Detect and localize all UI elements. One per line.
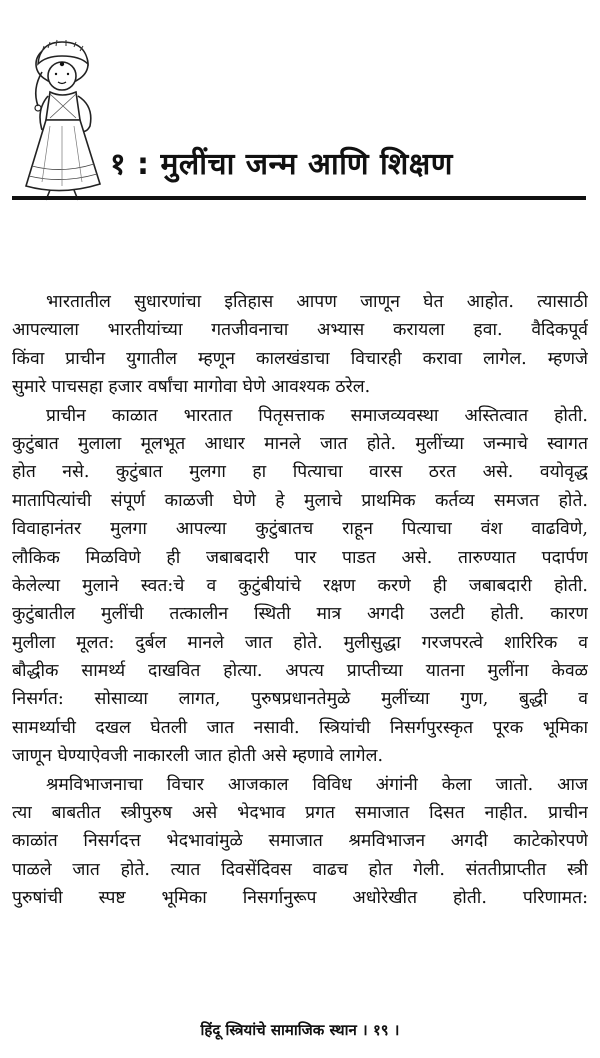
text-line: कुटुंबात मुलाला मूलभूत आधार मानले जात होते. मुलींच्या जन्माचे स्वागत <box>12 433 588 454</box>
text-line: मातापित्यांची संपूर्ण काळजी घेणे हे मुलाचे प्राथमिक कर्तव्य समजत होते. <box>12 490 588 511</box>
paragraph-3 <box>12 771 588 913</box>
text-line: बौद्धीक सामर्थ्य दाखवित होत्या. अपत्य प्राप्तीच्या यातना मुलींना केवळ <box>12 661 588 682</box>
text-line: काळांत निसर्गदत्त भेदभावांमुळे समाजात श्रमविभाजन अगदी काटेकोरपणे <box>12 831 588 852</box>
text-line: श्रमविभाजनाचा विचार आजकाल विविध अंगांनी केला जातो. आज <box>46 774 588 795</box>
body-text <box>12 288 588 913</box>
text-line: भारतातील सुधारणांचा इतिहास आपण जाणून घेत आहोत. त्यासाठी <box>46 292 588 312</box>
chapter-title: १ : मुलींचा जन्म आणि शिक्षण <box>110 147 453 182</box>
title-divider <box>12 196 586 200</box>
text-line: आपल्याला भारतीयांच्या गतजीवनाचा अभ्यास करायला हवा. वैदिकपूर्व <box>12 320 588 341</box>
text-line: पाळले जात होते. त्यात दिवसेंदिवस वाढच होत गेली. संततीप्राप्तीत स्त्री <box>12 859 588 880</box>
text-line: सुमारे पाचसहा हजार वर्षांचा मागोवा घेणे आवश्यक ठरेल. <box>12 377 371 398</box>
text-line: मुलीला मूलत: दुर्बल मानले जात होते. मुलीसुद्धा गरजपरत्वे शारिरिक व <box>12 632 588 653</box>
text-line: पुरुषांची स्पष्ट भूमिका निसर्गानुरूप अधोरेखीत होती. परिणामत: <box>12 888 588 909</box>
text-line: त्या बाबतीत स्त्रीपुरुष असे भेदभाव प्रगत समाजात दिसत नाहीत. प्राचीन <box>12 803 588 824</box>
text-line: कुटुंबातील मुलींची तत्कालीन स्थिती मात्र अगदी उलटी होती. कारण <box>12 604 588 625</box>
text-line: निसर्गत: सोसाव्या लागत, पुरुषप्रधानतेमुळे मुलींच्या गुण, बुद्धी व <box>12 689 588 710</box>
text-line: विवाहानंतर मुलगा आपल्या कुटुंबातच राहून पित्याचा वंश वाढविणे, <box>12 519 588 540</box>
page-footer: हिंदू स्त्रियांचे सामाजिक स्थान । १९ । <box>200 1021 400 1039</box>
text-line: प्राचीन काळात भारतात पितृसत्ताक समाजव्यवस्था अस्तित्वात होती. <box>46 405 588 426</box>
text-line: सामर्थ्याची दखल घेतली जात नसावी. स्त्रियांची निसर्गपुरस्कृत पूरक भूमिका <box>12 717 588 738</box>
paragraph-1 <box>12 288 588 402</box>
text-line: किंवा प्राचीन युगातील म्हणून कालखंडाचा विचारही करावा लागेल. म्हणजे <box>12 348 588 369</box>
text-line: केलेल्या मुलाने स्वत:चे व कुटुंबीयांचे रक्षण करणे ही जबाबदारी होती. <box>12 575 588 596</box>
paragraph-2 <box>12 402 588 771</box>
text-line: होत नसे. कुटुंबात मुलगा हा पित्याचा वारस ठरत असे. वयोवृद्ध <box>12 462 588 483</box>
text-line: जाणून घेण्याऐवजी नाकारली जात होती असे म्हणावे लागेल. <box>12 746 384 767</box>
text-line: लौकिक मिळविणे ही जबाबदारी पार पाडत असे. तारुण्यात पदार्पण <box>12 547 588 568</box>
